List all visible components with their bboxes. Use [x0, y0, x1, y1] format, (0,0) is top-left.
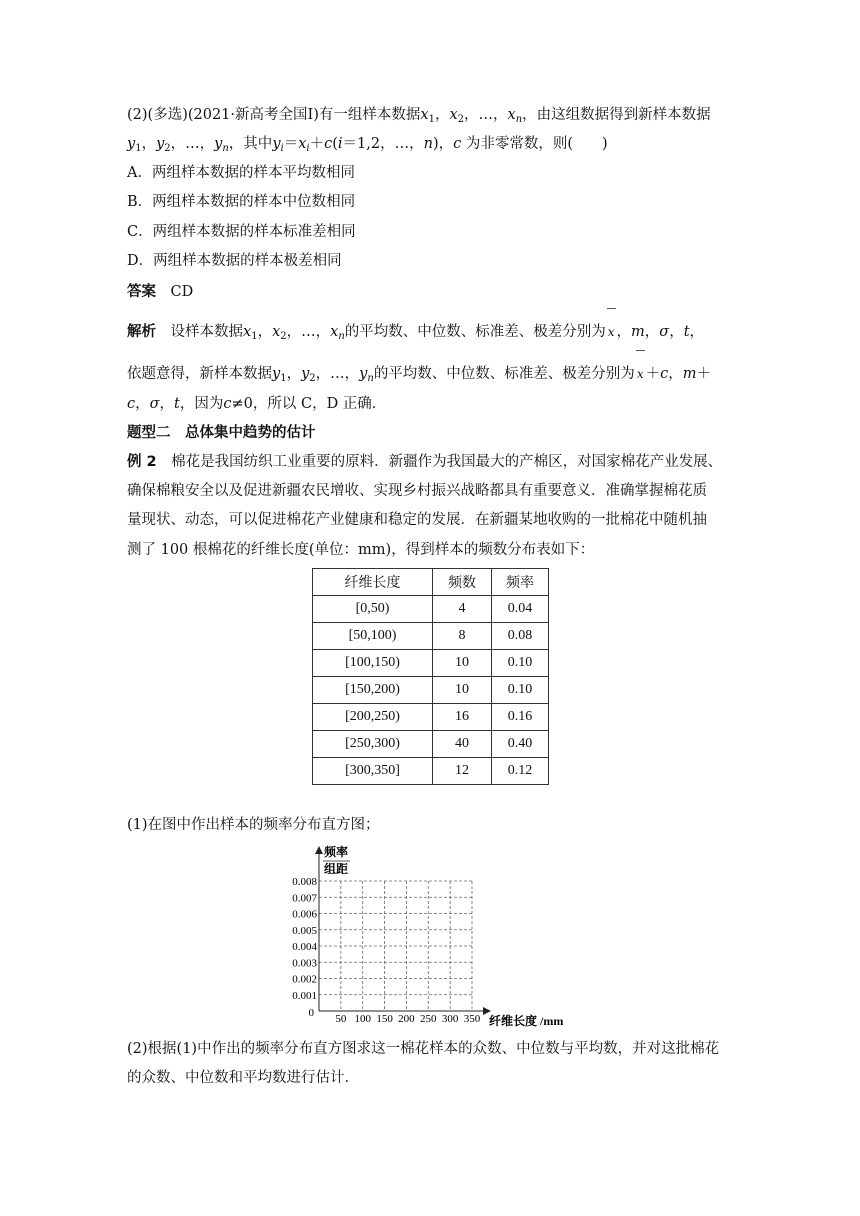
example-2-line-4: 测了 100 根棉花的纤维长度(单位：mm)，得到样本的频数分布表如下： — [127, 542, 595, 558]
table-cell: [150,200) — [313, 677, 433, 704]
question-2-line-2: $y_1$，$y_2$，…，$y_n$，其中$y_i=x_i+c(i=1,2$，…，n)，c 为非零常数，则( ) — [127, 136, 608, 154]
question-2-where: ，其中 — [228, 136, 273, 152]
y-tick-label: 0.005 — [292, 924, 317, 937]
option-b: B．两组样本数据的样本中位数相同 — [127, 194, 356, 210]
x-tick-label: 200 — [398, 1013, 415, 1025]
example-2-line-2: 确保棉粮安全以及促进新疆农民增收、实现乡村振兴战略都具有重要意义．准确掌握棉花质 — [127, 483, 707, 499]
table-row — [313, 596, 549, 623]
y-tick-label: 0.004 — [292, 941, 317, 953]
sub-question-2-line-1: (2)根据(1)中作出的频率分布直方图求这一棉花样本的众数、中位数与平均数，并对这批棉花 — [127, 1041, 720, 1057]
table-cell: 0.10 — [492, 677, 549, 704]
table-cell: [300,350] — [313, 758, 433, 785]
analysis-text-6: ，所以 C，D 正确． — [252, 396, 387, 412]
section-title: 题型二 总体集中趋势的估计 — [127, 425, 316, 441]
table-header-row — [313, 569, 549, 596]
y-tick-label: 0.002 — [292, 973, 317, 986]
table-cell: 0.08 — [492, 623, 549, 650]
example-text-1: 棉花是我国纺织工业重要的原料．新疆作为我国最大的产棉区，对国家棉花产业发展、 — [171, 454, 723, 470]
analysis-label: 解析 — [127, 324, 156, 340]
table-cell: 16 — [433, 704, 492, 731]
analysis-text-5: ，因为 — [179, 396, 224, 412]
table-cell: 0.40 — [492, 731, 549, 758]
table-header: 频数 — [433, 569, 492, 596]
grid-lines — [319, 881, 472, 1011]
table-header: 纤维长度 — [313, 569, 433, 596]
option-a: A．两组样本数据的样本平均数相同 — [127, 165, 355, 181]
y-tick-label: 0.007 — [292, 892, 317, 905]
x-tick-label: 300 — [441, 1013, 459, 1025]
table-cell: [50,100) — [313, 623, 433, 650]
answer-value: CD — [170, 284, 194, 300]
x-tick-label: 250 — [420, 1013, 437, 1025]
x-tick-label: 350 — [463, 1013, 481, 1025]
table-cell: 0.12 — [492, 758, 549, 785]
analysis-text-2: 的平均数、中位数、标准差、极差分别为 — [344, 324, 606, 340]
table-row — [313, 677, 549, 704]
frequency-table — [312, 568, 549, 785]
table-cell: 40 — [433, 731, 492, 758]
table-cell: 0.04 — [492, 596, 549, 623]
table-cell: 12 — [433, 758, 492, 785]
analysis-line-1: 解析 设样本数据$x_1$，$x_2$，…，$x_n$的平均数、中位数、标准差、极差分别为 x ，m，σ，t， — [127, 324, 705, 342]
example-2-line-3: 量现状、动态，可以促进棉花产业健康和稳定的发展．在新疆某地收购的一批棉花中随机抽 — [127, 512, 707, 528]
question-2-condition: 为非零常数，则( ) — [465, 136, 608, 152]
table-cell: 10 — [433, 650, 492, 677]
frequency-histogram-grid — [282, 842, 582, 1032]
table-cell: 4 — [433, 596, 492, 623]
analysis-text-1: 设样本数据 — [170, 324, 243, 340]
x-tick-label: 100 — [354, 1013, 371, 1025]
analysis-text-4: 的平均数、中位数、标准差、极差分别为 — [373, 366, 635, 382]
y-tick-label: 0.003 — [292, 957, 317, 970]
analysis-line-3: c，σ，t，因为c≠0，所以 C，D 正确． — [127, 396, 387, 412]
table-cell: [100,150) — [313, 650, 433, 677]
example-2-line-1 — [127, 452, 722, 472]
table-row — [313, 704, 549, 731]
table-cell: [250,300) — [313, 731, 433, 758]
table-cell: 0.10 — [492, 650, 549, 677]
y-tick-label: 0.001 — [292, 989, 317, 1002]
answer-label: 答案 — [127, 284, 156, 300]
table-cell: 10 — [433, 677, 492, 704]
table-row — [313, 731, 549, 758]
table-row — [313, 758, 549, 785]
question-2-intro: (2)(多选)(2021·新高考全国Ⅰ)有一组样本数据 — [127, 107, 421, 123]
y-tick-labels — [292, 876, 317, 1002]
answer-line — [127, 282, 193, 302]
table-cell: [0,50) — [313, 596, 433, 623]
y-axis-label-bottom: 组距 — [324, 862, 349, 876]
table-cell: 8 — [433, 623, 492, 650]
sub-question-1: (1)在图中作出样本的频率分布直方图； — [127, 817, 380, 833]
table-cell: [200,250) — [313, 704, 433, 731]
analysis-line-2: 依题意得，新样本数据$y_1$，$y_2$，…，$y_n$的平均数、中位数、标准差、极差分别为 x ＋c，m＋ — [127, 366, 711, 384]
question-2-intro-cont: ，由这组数据得到新样本数据 — [522, 107, 711, 123]
table-row — [313, 623, 549, 650]
x-tick-labels — [335, 1013, 480, 1025]
y-tick-label: 0.006 — [292, 908, 317, 921]
table-row — [313, 650, 549, 677]
y-tick-label: 0.008 — [292, 876, 317, 888]
x-tick-label: 150 — [376, 1013, 393, 1025]
analysis-text-3: 依题意得，新样本数据 — [127, 366, 272, 382]
question-2-line-1: (2)(多选)(2021·新高考全国Ⅰ)有一组样本数据$x_1$，$x_2$，…，$x_n$，由这组数据得到新样本数据 — [127, 107, 711, 125]
x-axis-label: 纤维长度 /mm — [489, 1014, 564, 1028]
y-axis-label-top: 频率 — [324, 845, 349, 859]
option-d: D．两组样本数据的样本极差相同 — [127, 253, 342, 269]
x-tick-label: 50 — [335, 1013, 347, 1025]
sub-question-2-line-2: 的众数、中位数和平均数进行估计． — [127, 1070, 359, 1086]
table-cell: 0.16 — [492, 704, 549, 731]
example-label: 例 2 — [127, 454, 157, 470]
table-header: 频率 — [492, 569, 549, 596]
origin-label: 0 — [308, 1007, 314, 1019]
option-c: C．两组样本数据的样本标准差相同 — [127, 224, 356, 240]
